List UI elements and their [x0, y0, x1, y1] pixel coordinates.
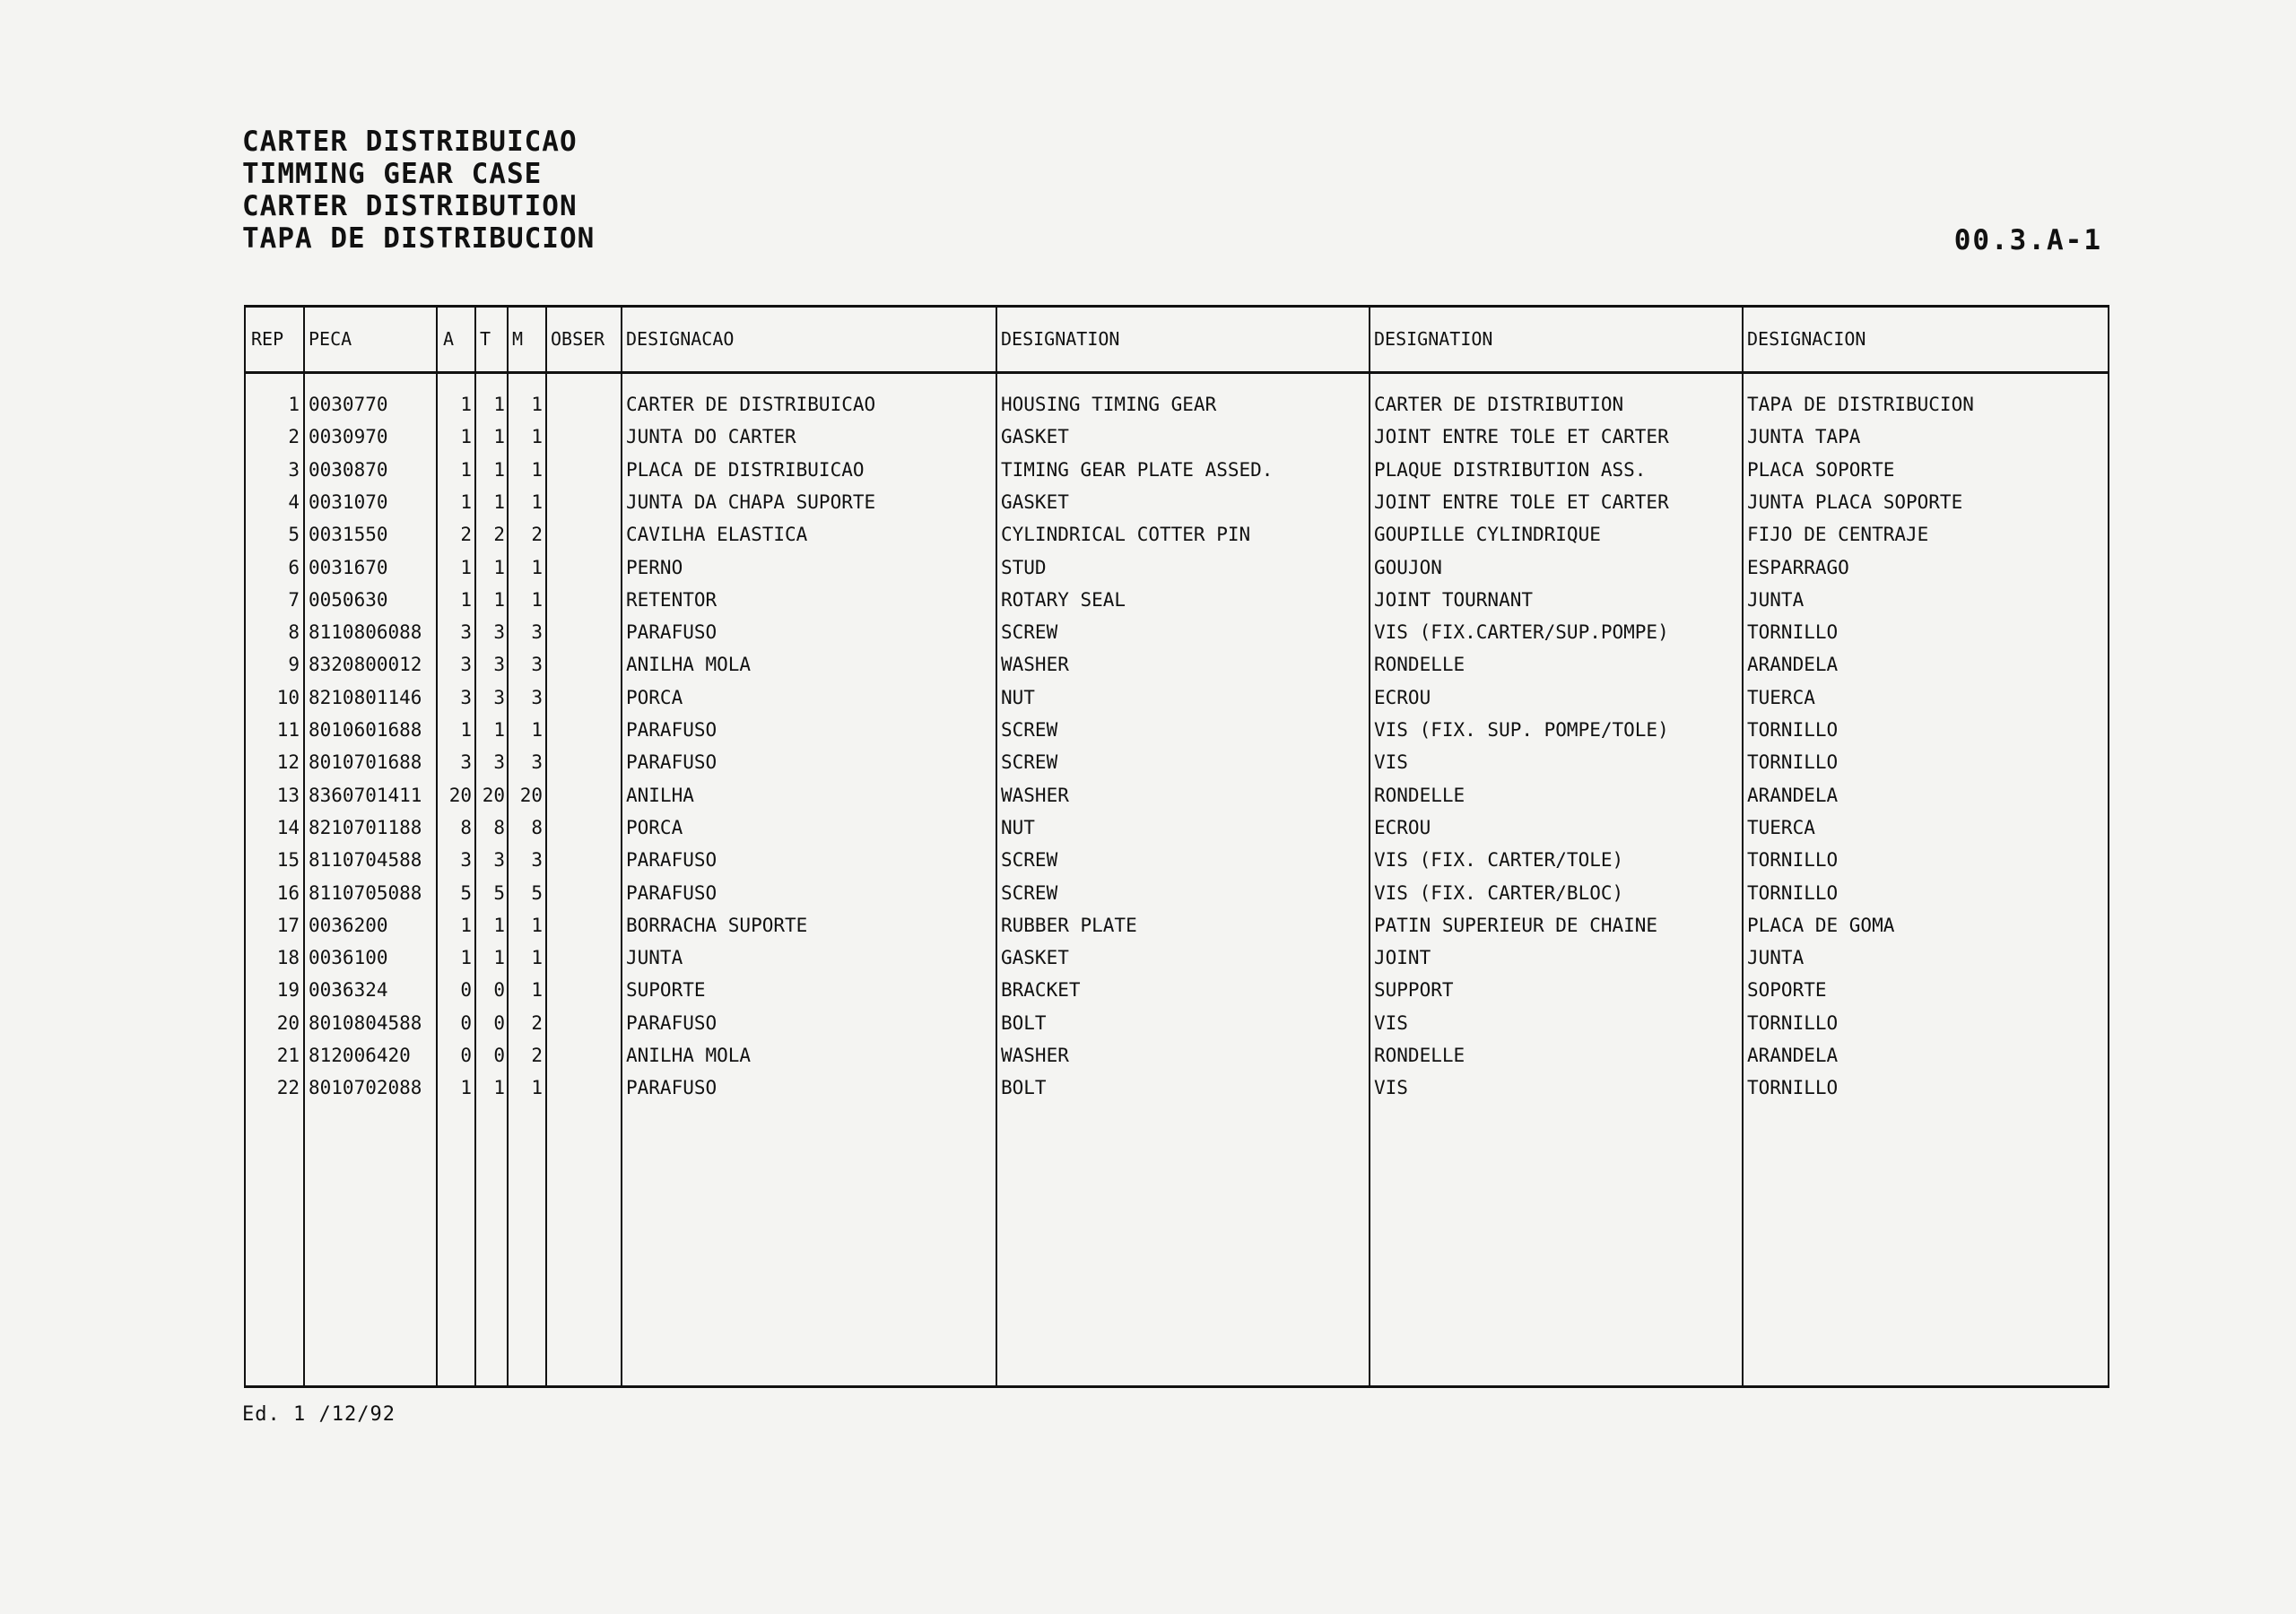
cell-designation-pt: PARAFUSO [626, 719, 718, 741]
cell-designation-pt: RETENTOR [626, 589, 718, 611]
title-spanish: TAPA DE DISTRIBUCION [242, 222, 596, 255]
cell-designation-pt: ANILHA MOLA [626, 1045, 752, 1066]
table-row [244, 524, 2109, 547]
cell-m: 1 [531, 491, 543, 513]
cell-a: 5 [460, 882, 472, 904]
cell-m: 1 [531, 459, 543, 481]
cell-m: 1 [531, 719, 543, 741]
table-row [244, 1045, 2109, 1068]
header-a: A [443, 328, 455, 350]
cell-designation-en: CYLINDRICAL COTTER PIN [1001, 524, 1251, 545]
header-designation-en: DESIGNATION [1001, 328, 1120, 350]
cell-designation-pt: PARAFUSO [626, 621, 718, 643]
header-separator [244, 371, 2109, 374]
cell-t: 3 [493, 687, 505, 708]
cell-t: 0 [493, 979, 505, 1001]
cell-m: 3 [531, 849, 543, 871]
cell-rep: 12 [276, 751, 300, 773]
cell-t: 3 [493, 654, 505, 675]
table-row [244, 394, 2109, 417]
cell-peca: 8110705088 [309, 882, 422, 904]
cell-t: 1 [493, 459, 505, 481]
cell-designation-en: GASKET [1001, 426, 1069, 447]
cell-designation-fr: VIS (FIX. CARTER/BLOC) [1374, 882, 1624, 904]
table-row [244, 785, 2109, 808]
cell-designation-pt: PLACA DE DISTRIBUICAO [626, 459, 865, 481]
table-row [244, 915, 2109, 938]
cell-designation-fr: JOINT ENTRE TOLE ET CARTER [1374, 426, 1669, 447]
cell-a: 1 [460, 947, 472, 968]
cell-designation-pt: PARAFUSO [626, 882, 718, 904]
cell-peca: 8360701411 [309, 785, 422, 806]
cell-designation-es: FIJO DE CENTRAJE [1747, 524, 1929, 545]
cell-designation-en: GASKET [1001, 947, 1069, 968]
cell-designation-en: SCREW [1001, 719, 1058, 741]
cell-a: 1 [460, 491, 472, 513]
cell-a: 1 [460, 719, 472, 741]
cell-t: 1 [493, 491, 505, 513]
cell-rep: 17 [276, 915, 300, 936]
cell-rep: 6 [288, 557, 300, 578]
cell-designation-pt: PARAFUSO [626, 751, 718, 773]
cell-designation-pt: PORCA [626, 687, 683, 708]
cell-peca: 8110704588 [309, 849, 422, 871]
cell-designation-es: TAPA DE DISTRIBUCION [1747, 394, 1974, 415]
table-row [244, 687, 2109, 710]
cell-peca: 0031550 [309, 524, 388, 545]
cell-rep: 18 [276, 947, 300, 968]
cell-peca: 0036100 [309, 947, 388, 968]
cell-m: 2 [531, 1045, 543, 1066]
cell-designation-fr: VIS (FIX. SUP. POMPE/TOLE) [1374, 719, 1669, 741]
cell-a: 1 [460, 394, 472, 415]
cell-t: 3 [493, 751, 505, 773]
table-row [244, 654, 2109, 677]
cell-a: 0 [460, 979, 472, 1001]
cell-rep: 14 [276, 817, 300, 838]
cell-a: 3 [460, 849, 472, 871]
cell-rep: 4 [288, 491, 300, 513]
cell-designation-fr: PATIN SUPERIEUR DE CHAINE [1374, 915, 1658, 936]
cell-t: 20 [482, 785, 505, 806]
cell-a: 1 [460, 426, 472, 447]
header-obser: OBSER [551, 328, 605, 350]
cell-designation-fr: JOINT TOURNANT [1374, 589, 1534, 611]
header-designacao: DESIGNACAO [626, 328, 735, 350]
cell-designation-fr: ECROU [1374, 687, 1431, 708]
cell-designation-en: TIMING GEAR PLATE ASSED. [1001, 459, 1274, 481]
cell-designation-pt: PARAFUSO [626, 1012, 718, 1034]
header-designation-fr: DESIGNATION [1374, 328, 1493, 350]
cell-rep: 13 [276, 785, 300, 806]
cell-peca: 0031070 [309, 491, 388, 513]
table-row [244, 1012, 2109, 1036]
cell-designation-en: STUD [1001, 557, 1047, 578]
cell-m: 3 [531, 621, 543, 643]
cell-m: 1 [531, 979, 543, 1001]
cell-designation-es: TORNILLO [1747, 849, 1839, 871]
cell-designation-en: WASHER [1001, 785, 1069, 806]
cell-designation-fr: JOINT [1374, 947, 1431, 968]
cell-rep: 15 [276, 849, 300, 871]
cell-designation-en: SCREW [1001, 882, 1058, 904]
cell-designation-fr: VIS [1374, 1077, 1408, 1098]
cell-peca: 0036200 [309, 915, 388, 936]
cell-rep: 2 [288, 426, 300, 447]
cell-m: 1 [531, 915, 543, 936]
cell-rep: 8 [288, 621, 300, 643]
table-row [244, 459, 2109, 482]
cell-designation-pt: ANILHA MOLA [626, 654, 752, 675]
cell-designation-pt: CARTER DE DISTRIBUICAO [626, 394, 876, 415]
cell-designation-es: TORNILLO [1747, 882, 1839, 904]
table-row [244, 849, 2109, 872]
cell-designation-fr: GOUJON [1374, 557, 1442, 578]
cell-a: 0 [460, 1012, 472, 1034]
cell-peca: 0050630 [309, 589, 388, 611]
cell-designation-en: GASKET [1001, 491, 1069, 513]
cell-designation-fr: VIS [1374, 751, 1408, 773]
cell-peca: 8010701688 [309, 751, 422, 773]
cell-peca: 0030870 [309, 459, 388, 481]
cell-m: 1 [531, 1077, 543, 1098]
cell-designation-es: TUERCA [1747, 817, 1815, 838]
cell-designation-es: ARANDELA [1747, 1045, 1839, 1066]
cell-designation-en: RUBBER PLATE [1001, 915, 1137, 936]
table-row [244, 1077, 2109, 1100]
cell-designation-pt: PORCA [626, 817, 683, 838]
table-row [244, 751, 2109, 775]
cell-m: 5 [531, 882, 543, 904]
cell-designation-fr: RONDELLE [1374, 1045, 1465, 1066]
cell-t: 3 [493, 621, 505, 643]
cell-designation-en: BRACKET [1001, 979, 1081, 1001]
table-row [244, 979, 2109, 1002]
cell-rep: 10 [276, 687, 300, 708]
cell-designation-pt: PARAFUSO [626, 849, 718, 871]
cell-peca: 8010601688 [309, 719, 422, 741]
table-row [244, 817, 2109, 840]
cell-t: 3 [493, 849, 505, 871]
cell-peca: 8320800012 [309, 654, 422, 675]
header-rep: REP [251, 328, 284, 350]
cell-t: 2 [493, 524, 505, 545]
cell-designation-pt: PERNO [626, 557, 683, 578]
cell-designation-es: JUNTA TAPA [1747, 426, 1861, 447]
cell-rep: 7 [288, 589, 300, 611]
table-row [244, 947, 2109, 970]
cell-designation-es: JUNTA [1747, 947, 1805, 968]
cell-a: 1 [460, 1077, 472, 1098]
cell-t: 8 [493, 817, 505, 838]
cell-designation-fr: VIS (FIX.CARTER/SUP.POMPE) [1374, 621, 1669, 643]
cell-designation-fr: GOUPILLE CYLINDRIQUE [1374, 524, 1601, 545]
cell-t: 0 [493, 1012, 505, 1034]
cell-designation-es: JUNTA PLACA SOPORTE [1747, 491, 1963, 513]
cell-a: 2 [460, 524, 472, 545]
cell-rep: 11 [276, 719, 300, 741]
cell-designation-es: TORNILLO [1747, 1012, 1839, 1034]
cell-designation-es: PLACA SOPORTE [1747, 459, 1895, 481]
title-french: CARTER DISTRIBUTION [242, 190, 578, 222]
parts-table [244, 305, 2109, 1388]
cell-m: 1 [531, 589, 543, 611]
cell-designation-es: ARANDELA [1747, 785, 1839, 806]
cell-designation-es: JUNTA [1747, 589, 1805, 611]
cell-a: 3 [460, 621, 472, 643]
table-row [244, 589, 2109, 612]
cell-designation-es: SOPORTE [1747, 979, 1827, 1001]
page-reference: 00.3.A-1 [1953, 224, 2102, 256]
cell-rep: 16 [276, 882, 300, 904]
cell-designation-en: SCREW [1001, 751, 1058, 773]
cell-a: 3 [460, 687, 472, 708]
cell-designation-fr: RONDELLE [1374, 654, 1465, 675]
cell-m: 1 [531, 394, 543, 415]
cell-peca: 8110806088 [309, 621, 422, 643]
cell-designation-pt: ANILHA [626, 785, 694, 806]
cell-rep: 21 [276, 1045, 300, 1066]
cell-a: 8 [460, 817, 472, 838]
cell-a: 0 [460, 1045, 472, 1066]
cell-designation-pt: JUNTA DA CHAPA SUPORTE [626, 491, 876, 513]
cell-a: 1 [460, 915, 472, 936]
cell-designation-pt: CAVILHA ELASTICA [626, 524, 808, 545]
cell-designation-en: ROTARY SEAL [1001, 589, 1126, 611]
cell-designation-es: PLACA DE GOMA [1747, 915, 1895, 936]
cell-a: 1 [460, 557, 472, 578]
cell-designation-en: SCREW [1001, 849, 1058, 871]
cell-rep: 1 [288, 394, 300, 415]
cell-a: 1 [460, 589, 472, 611]
cell-m: 2 [531, 1012, 543, 1034]
title-portuguese: CARTER DISTRIBUICAO [242, 126, 578, 158]
cell-m: 3 [531, 751, 543, 773]
cell-designation-pt: SUPORTE [626, 979, 706, 1001]
cell-peca: 812006420 [309, 1045, 411, 1066]
cell-designation-fr: PLAQUE DISTRIBUTION ASS. [1374, 459, 1647, 481]
cell-a: 3 [460, 654, 472, 675]
cell-m: 3 [531, 687, 543, 708]
cell-rep: 3 [288, 459, 300, 481]
header-peca: PECA [309, 328, 352, 350]
cell-t: 1 [493, 915, 505, 936]
title-block [242, 126, 595, 255]
cell-m: 3 [531, 654, 543, 675]
cell-designation-fr: CARTER DE DISTRIBUTION [1374, 394, 1624, 415]
cell-designation-fr: JOINT ENTRE TOLE ET CARTER [1374, 491, 1669, 513]
cell-m: 1 [531, 947, 543, 968]
cell-designation-fr: VIS (FIX. CARTER/TOLE) [1374, 849, 1624, 871]
cell-peca: 0031670 [309, 557, 388, 578]
header-m: M [512, 328, 524, 350]
cell-m: 1 [531, 557, 543, 578]
cell-designation-es: TUERCA [1747, 687, 1815, 708]
cell-t: 1 [493, 719, 505, 741]
table-row [244, 557, 2109, 580]
cell-rep: 22 [276, 1077, 300, 1098]
cell-t: 1 [493, 426, 505, 447]
cell-designation-es: ARANDELA [1747, 654, 1839, 675]
cell-t: 1 [493, 557, 505, 578]
cell-designation-es: TORNILLO [1747, 751, 1839, 773]
cell-designation-en: BOLT [1001, 1077, 1047, 1098]
cell-peca: 0030770 [309, 394, 388, 415]
cell-t: 0 [493, 1045, 505, 1066]
cell-designation-en: NUT [1001, 817, 1035, 838]
cell-designation-pt: JUNTA [626, 947, 683, 968]
cell-t: 1 [493, 1077, 505, 1098]
cell-rep: 9 [288, 654, 300, 675]
cell-peca: 0030970 [309, 426, 388, 447]
cell-designation-en: WASHER [1001, 1045, 1069, 1066]
cell-designation-es: TORNILLO [1747, 621, 1839, 643]
table-row [244, 621, 2109, 645]
table-row [244, 719, 2109, 742]
cell-t: 5 [493, 882, 505, 904]
cell-peca: 8010702088 [309, 1077, 422, 1098]
cell-designation-es: TORNILLO [1747, 719, 1839, 741]
header-designacion: DESIGNACION [1747, 328, 1866, 350]
cell-designation-en: NUT [1001, 687, 1035, 708]
cell-designation-pt: PARAFUSO [626, 1077, 718, 1098]
cell-designation-en: HOUSING TIMING GEAR [1001, 394, 1217, 415]
cell-m: 2 [531, 524, 543, 545]
cell-rep: 20 [276, 1012, 300, 1034]
cell-m: 1 [531, 426, 543, 447]
cell-designation-fr: SUPPORT [1374, 979, 1454, 1001]
cell-m: 20 [519, 785, 543, 806]
edition-date: Ed. 1 /12/92 [242, 1403, 396, 1426]
cell-designation-es: ESPARRAGO [1747, 557, 1849, 578]
table-row [244, 882, 2109, 906]
cell-t: 1 [493, 394, 505, 415]
cell-a: 1 [460, 459, 472, 481]
cell-designation-fr: ECROU [1374, 817, 1431, 838]
cell-t: 1 [493, 947, 505, 968]
cell-designation-pt: BORRACHA SUPORTE [626, 915, 808, 936]
cell-designation-en: SCREW [1001, 621, 1058, 643]
cell-a: 3 [460, 751, 472, 773]
cell-rep: 5 [288, 524, 300, 545]
table-row [244, 491, 2109, 515]
cell-designation-fr: VIS [1374, 1012, 1408, 1034]
cell-designation-en: BOLT [1001, 1012, 1047, 1034]
cell-peca: 8010804588 [309, 1012, 422, 1034]
cell-rep: 19 [276, 979, 300, 1001]
cell-t: 1 [493, 589, 505, 611]
cell-m: 8 [531, 817, 543, 838]
cell-designation-fr: RONDELLE [1374, 785, 1465, 806]
title-english: TIMMING GEAR CASE [242, 158, 543, 190]
table-row [244, 426, 2109, 449]
cell-designation-en: WASHER [1001, 654, 1069, 675]
header-t: T [480, 328, 491, 350]
cell-peca: 8210701188 [309, 817, 422, 838]
cell-peca: 0036324 [309, 979, 388, 1001]
cell-designation-es: TORNILLO [1747, 1077, 1839, 1098]
cell-a: 20 [448, 785, 472, 806]
cell-designation-pt: JUNTA DO CARTER [626, 426, 796, 447]
cell-peca: 8210801146 [309, 687, 422, 708]
